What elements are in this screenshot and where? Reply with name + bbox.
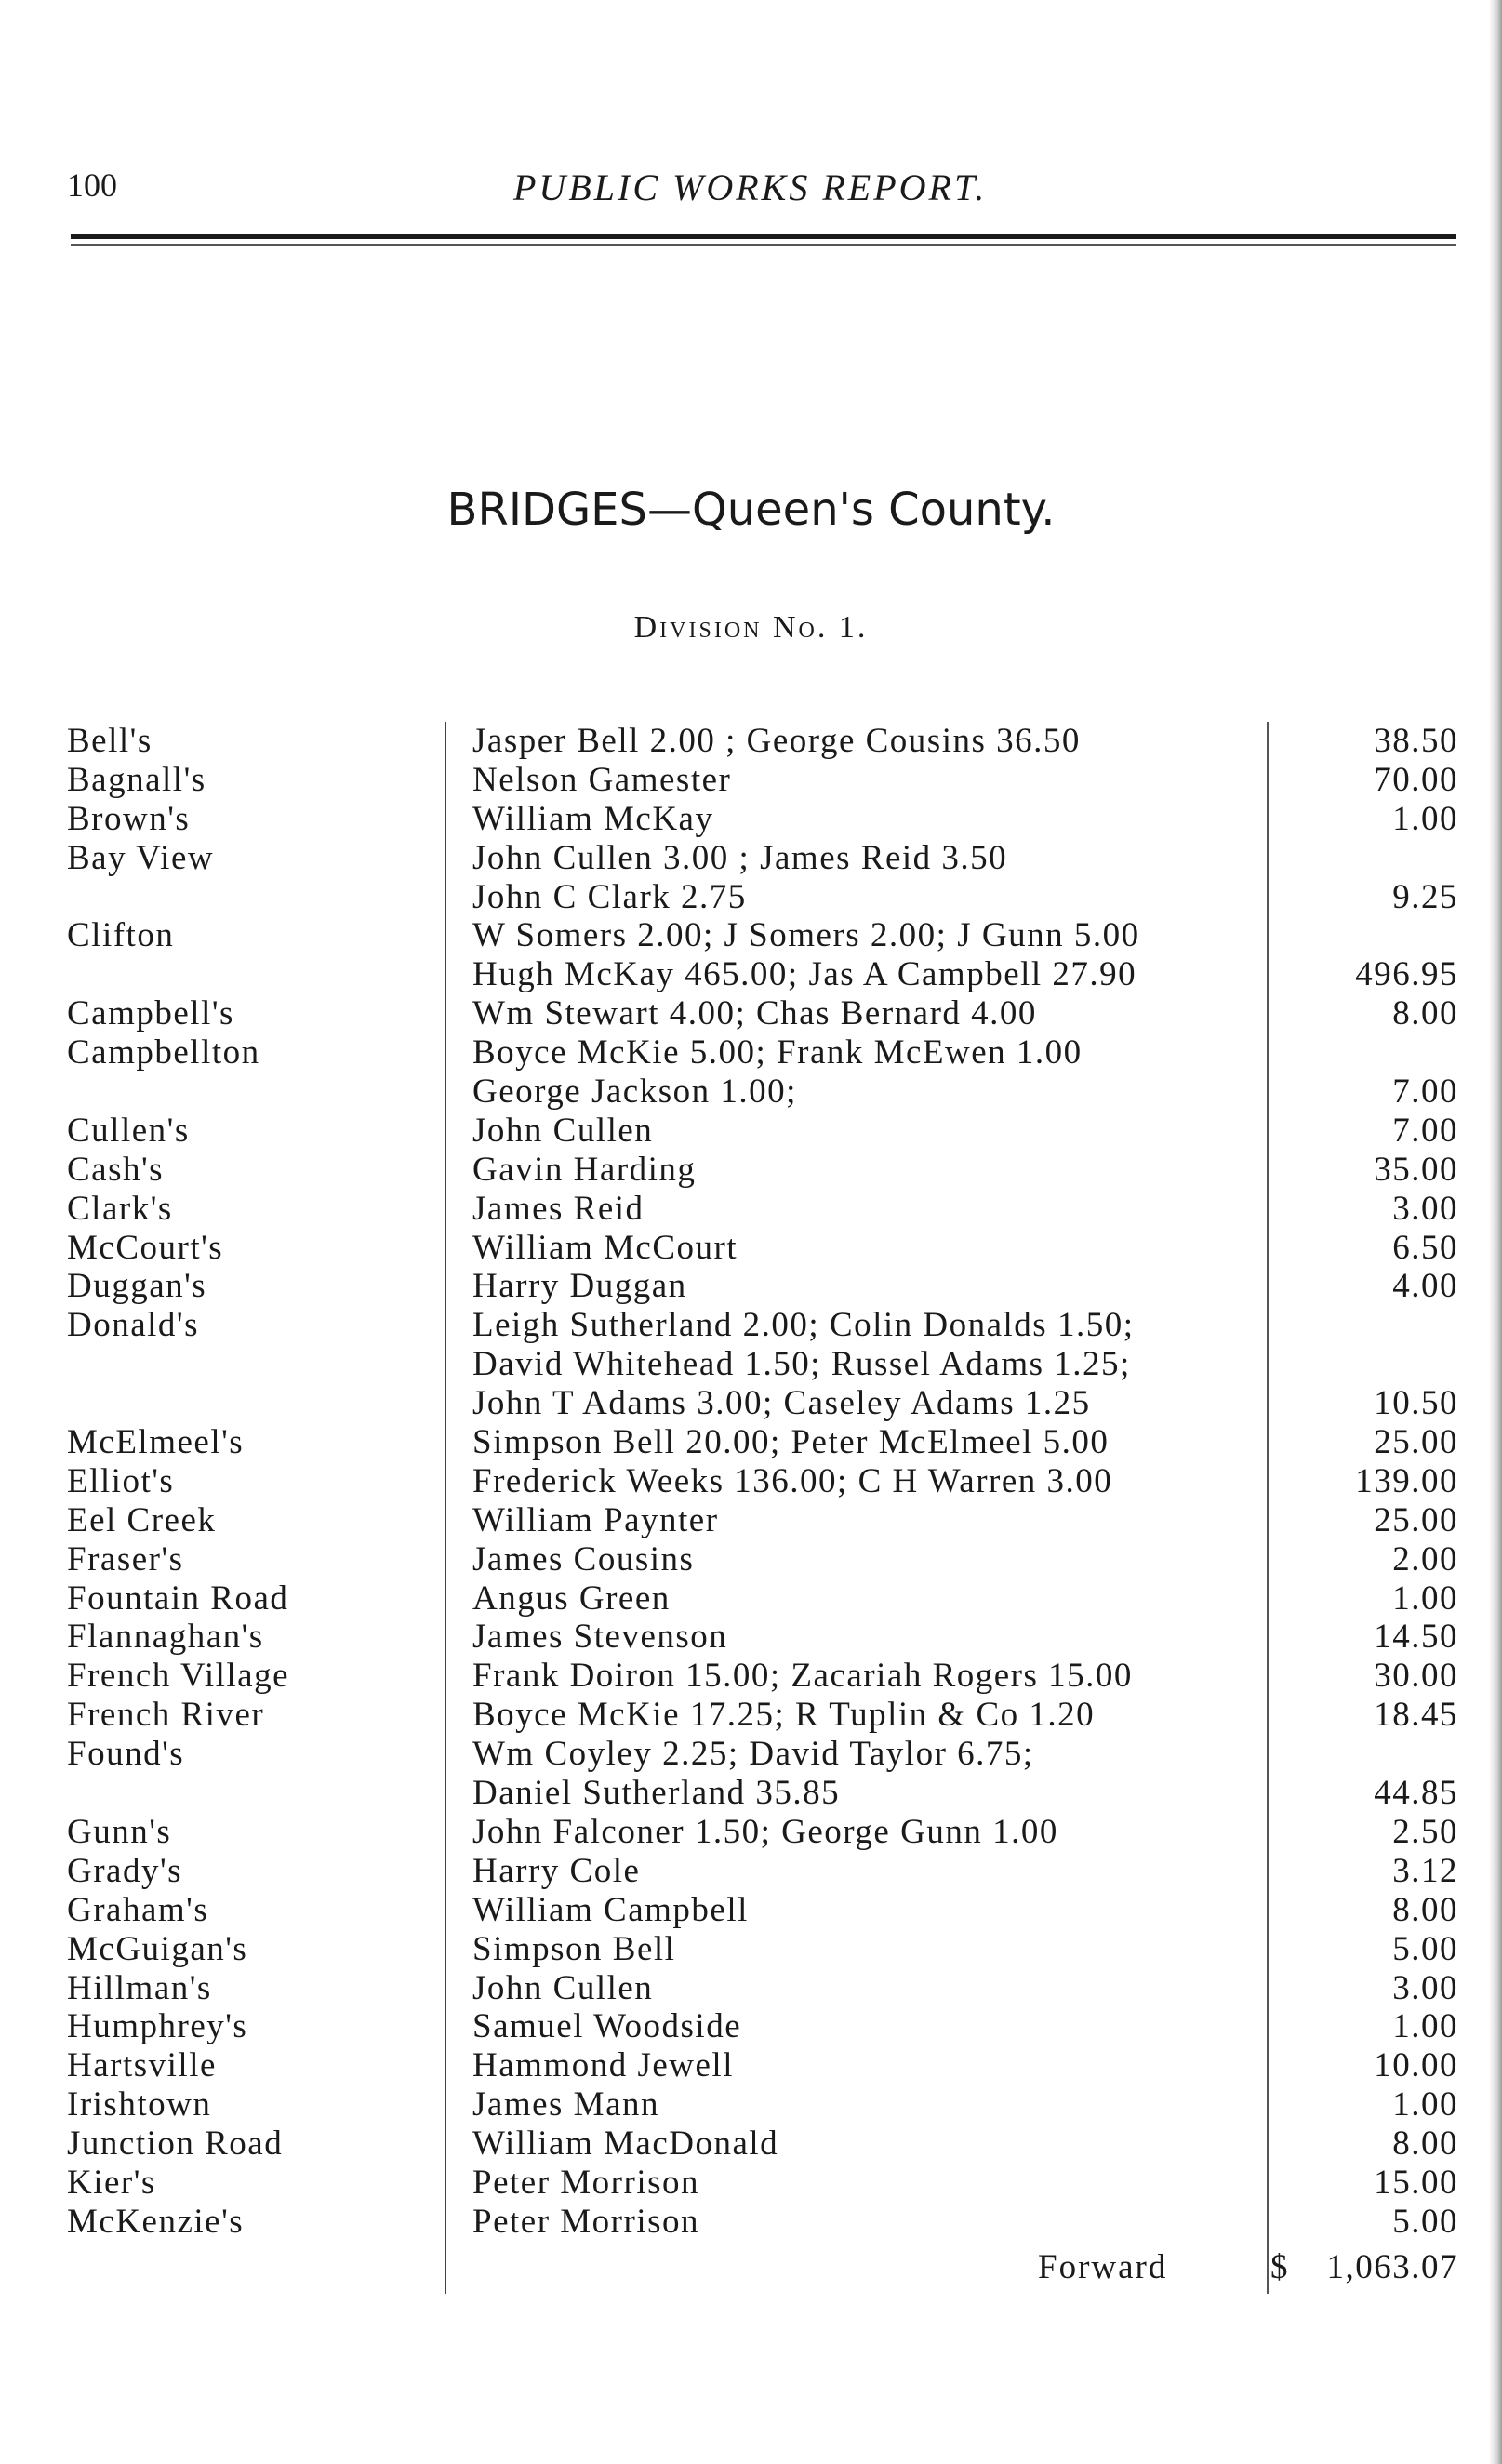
bridge-name: Cash's — [67, 1150, 165, 1189]
amount: 4.00 — [1392, 1267, 1458, 1306]
contractors: Peter Morrison — [472, 2163, 699, 2202]
table-row — [0, 1229, 1502, 1268]
table-row — [0, 1462, 1502, 1501]
bridge-name: Fountain Road — [67, 1578, 289, 1618]
division-heading: Division No. 1. — [633, 610, 869, 645]
contractors: Boyce McKie 17.25; R Tuplin & Co 1.20 — [472, 1696, 1096, 1735]
table-row — [0, 2124, 1502, 2164]
amount: 1.00 — [1392, 1578, 1458, 1618]
contractors: Nelson Gamester — [472, 760, 732, 799]
table-row — [0, 1735, 1502, 1774]
amount: 139.00 — [1355, 1461, 1458, 1500]
bridge-name: Graham's — [67, 1890, 209, 1929]
table-row — [0, 1657, 1502, 1696]
amount: 44.85 — [1374, 1774, 1458, 1813]
amount: 15.00 — [1374, 2163, 1458, 2202]
total-amount: 1,063.07 — [1326, 2248, 1458, 2286]
contractors: John C Clark 2.75 — [472, 877, 747, 916]
table-row — [0, 1384, 1502, 1423]
table-row — [0, 1190, 1502, 1229]
contractors: Wm Coyley 2.25; David Taylor 6.75; — [472, 1735, 1034, 1774]
table-row — [0, 839, 1502, 878]
page-number: 100 — [67, 166, 117, 204]
amount: 5.00 — [1392, 1929, 1458, 1968]
table-row — [0, 2203, 1502, 2242]
table-row — [0, 761, 1502, 800]
amount: 3.12 — [1392, 1851, 1458, 1890]
header-rule-thin — [71, 244, 1456, 246]
contractors: Simpson Bell 20.00; Peter McElmeel 5.00 — [472, 1423, 1110, 1462]
table-row — [0, 1813, 1502, 1852]
amount: 8.00 — [1392, 994, 1458, 1033]
table-row — [0, 916, 1502, 955]
table-row — [0, 722, 1502, 761]
contractors: William McCourt — [472, 1228, 738, 1267]
bridge-name: Flannaghan's — [67, 1618, 264, 1657]
bridge-name: Clifton — [67, 916, 175, 955]
bridge-name: McKenzie's — [67, 2202, 245, 2241]
table-row — [0, 1930, 1502, 1969]
running-header — [67, 166, 1453, 212]
amount: 14.50 — [1374, 1618, 1458, 1657]
table-row — [0, 1891, 1502, 1930]
bridge-name: French River — [67, 1696, 265, 1735]
amount: 2.50 — [1392, 1812, 1458, 1851]
bridge-name: Gunn's — [67, 1812, 172, 1851]
contractors: Harry Duggan — [472, 1267, 687, 1306]
amount: 7.00 — [1392, 1111, 1458, 1150]
contractors: Samuel Woodside — [472, 2007, 742, 2046]
bridge-name: Eel Creek — [67, 1500, 217, 1539]
contractors: John Cullen — [472, 1111, 654, 1150]
bridge-name: Found's — [67, 1735, 185, 1774]
bridge-name: McElmeel's — [67, 1423, 245, 1462]
bridge-name: Kier's — [67, 2163, 156, 2202]
contractors: Frederick Weeks 136.00; C H Warren 3.00 — [472, 1461, 1113, 1500]
bridges-table — [0, 722, 1502, 2242]
table-row — [0, 800, 1502, 839]
contractors: James Reid — [472, 1189, 645, 1228]
amount: 35.00 — [1374, 1150, 1458, 1189]
contractors: Hugh McKay 465.00; Jas A Campbell 27.90 — [472, 955, 1137, 994]
bridge-name: Elliot's — [67, 1461, 175, 1500]
contractors: John T Adams 3.00; Caseley Adams 1.25 — [472, 1384, 1091, 1423]
table-row — [0, 1774, 1502, 1813]
contractors: Jasper Bell 2.00 ; George Cousins 36.50 — [472, 722, 1081, 760]
table-row — [0, 1540, 1502, 1579]
contractors: Daniel Sutherland 35.85 — [472, 1774, 841, 1813]
amount: 3.00 — [1392, 1968, 1458, 2007]
table-row — [0, 2085, 1502, 2124]
table-row — [0, 2007, 1502, 2046]
currency-symbol: $ — [1270, 2248, 1289, 2286]
contractors: Simpson Bell — [472, 1929, 676, 1968]
amount: 30.00 — [1374, 1657, 1458, 1696]
amount: 7.00 — [1392, 1072, 1458, 1112]
contractors: Angus Green — [472, 1578, 671, 1618]
amount: 1.00 — [1392, 799, 1458, 838]
contractors: Frank Doiron 15.00; Zacariah Rogers 15.00 — [472, 1657, 1133, 1696]
contractors: W Somers 2.00; J Somers 2.00; J Gunn 5.00 — [472, 916, 1140, 955]
table-row — [0, 1696, 1502, 1735]
contractors: Wm Stewart 4.00; Chas Bernard 4.00 — [472, 994, 1037, 1033]
bridge-name: Bay View — [67, 838, 215, 877]
contractors: John Falconer 1.50; George Gunn 1.00 — [472, 1812, 1058, 1851]
bridge-name: Duggan's — [67, 1267, 207, 1306]
bridge-name: Campbellton — [67, 1033, 260, 1072]
amount: 70.00 — [1374, 760, 1458, 799]
header-rule-thick — [71, 234, 1456, 239]
bridge-name: Irishtown — [67, 2085, 212, 2124]
amount: 25.00 — [1374, 1423, 1458, 1462]
bridge-name: Campbell's — [67, 994, 234, 1033]
running-title: PUBLIC WORKS REPORT. — [513, 166, 988, 208]
contractors: James Stevenson — [472, 1618, 728, 1657]
bridge-name: Donald's — [67, 1306, 199, 1345]
contractors: William Paynter — [472, 1500, 719, 1539]
table-row — [0, 1033, 1502, 1072]
amount: 10.00 — [1374, 2046, 1458, 2085]
bridge-name: Grady's — [67, 1851, 183, 1890]
table-row — [0, 1618, 1502, 1657]
amount: 5.00 — [1392, 2202, 1458, 2241]
table-row — [0, 1072, 1502, 1112]
table-row — [0, 1501, 1502, 1540]
contractors: Peter Morrison — [472, 2202, 699, 2241]
bridge-name: Bell's — [67, 722, 153, 760]
table-row — [0, 878, 1502, 917]
bridge-name: Hillman's — [67, 1968, 212, 2007]
table-row — [0, 1345, 1502, 1384]
bridge-name: French Village — [67, 1657, 290, 1696]
table-row — [0, 955, 1502, 994]
table-row — [0, 1579, 1502, 1618]
table-row — [0, 2046, 1502, 2085]
amount: 1.00 — [1392, 2007, 1458, 2046]
amount: 6.50 — [1392, 1228, 1458, 1267]
contractors: William McKay — [472, 799, 714, 838]
contractors: John Cullen — [472, 1968, 654, 2007]
bridge-name: Bagnall's — [67, 760, 206, 799]
amount: 8.00 — [1392, 1890, 1458, 1929]
contractors: Gavin Harding — [472, 1150, 697, 1189]
bridge-name: Humphrey's — [67, 2007, 248, 2046]
contractors: John Cullen 3.00 ; James Reid 3.50 — [472, 838, 1008, 877]
amount: 8.00 — [1392, 2124, 1458, 2164]
contractors: James Mann — [472, 2085, 659, 2124]
contractors: David Whitehead 1.50; Russel Adams 1.25; — [472, 1345, 1131, 1384]
amount: 38.50 — [1374, 722, 1458, 760]
table-row — [0, 1151, 1502, 1190]
bridge-name: Junction Road — [67, 2124, 284, 2164]
contractors: George Jackson 1.00; — [472, 1072, 797, 1112]
table-row — [0, 1306, 1502, 1345]
contractors: William Campbell — [472, 1890, 749, 1929]
bridge-name: Clark's — [67, 1189, 173, 1228]
section-title: BRIDGES—Queen's County. — [446, 484, 1056, 536]
contractors: Harry Cole — [472, 1851, 641, 1890]
amount: 25.00 — [1374, 1500, 1458, 1539]
table-row — [0, 994, 1502, 1033]
contractors: Boyce McKie 5.00; Frank McEwen 1.00 — [472, 1033, 1083, 1072]
amount: 2.00 — [1392, 1539, 1458, 1578]
bridge-name: Cullen's — [67, 1111, 190, 1150]
table-row — [0, 1267, 1502, 1306]
amount: 496.95 — [1355, 955, 1458, 994]
amount: 1.00 — [1392, 2085, 1458, 2124]
contractors: William MacDonald — [472, 2124, 779, 2164]
forward-label: Forward — [1038, 2248, 1168, 2286]
amount: 10.50 — [1374, 1384, 1458, 1423]
bridge-name: Brown's — [67, 799, 191, 838]
bridge-name: Fraser's — [67, 1539, 184, 1578]
table-row — [0, 1852, 1502, 1891]
contractors: Hammond Jewell — [472, 2046, 734, 2085]
bridge-name: Hartsville — [67, 2046, 217, 2085]
bridge-name: McGuigan's — [67, 1929, 248, 1968]
table-row — [0, 1112, 1502, 1151]
contractors: Leigh Sutherland 2.00; Colin Donalds 1.50; — [472, 1306, 1135, 1345]
table-row — [0, 2164, 1502, 2203]
bridge-name: McCourt's — [67, 1228, 224, 1267]
amount: 9.25 — [1392, 877, 1458, 916]
table-row — [0, 1969, 1502, 2008]
amount: 3.00 — [1392, 1189, 1458, 1228]
contractors: James Cousins — [472, 1539, 695, 1578]
amount: 18.45 — [1374, 1696, 1458, 1735]
table-row — [0, 1423, 1502, 1462]
